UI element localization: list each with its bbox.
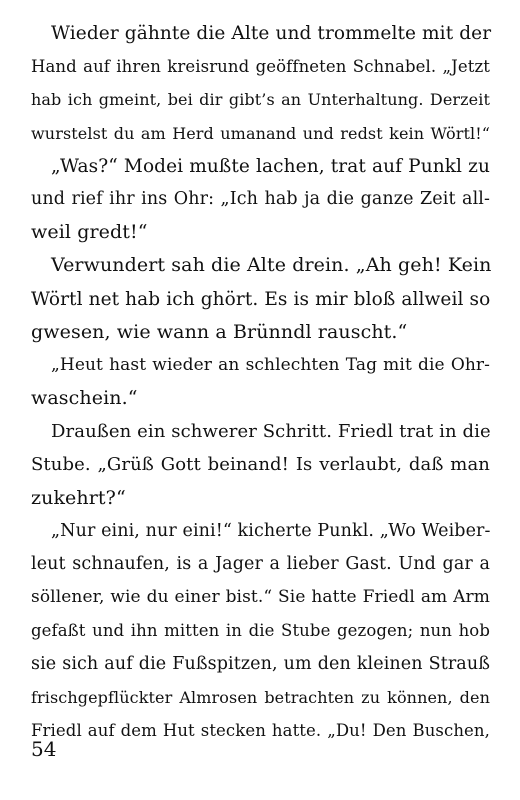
- text-line: „Nur eini, nur eini!“ kicherte Punkl. „Wo Weiber-: [51, 520, 491, 541]
- text-line: wurstelst du am Herd umanand und redst kein Wörtl!“: [31, 123, 490, 143]
- text-line: gwesen, wie wann a Brünndl rauscht.“: [31, 320, 408, 343]
- text-line: Wieder gähnte die Alte und trommelte mit der: [51, 23, 492, 44]
- text-line: waschein.“: [31, 387, 138, 410]
- text-line: und rief ihr ins Ohr: „Ich hab ja die ganze Zeit all-: [31, 188, 490, 209]
- text-line: Hand auf ihren kreisrund geöffneten Schnabel. „Jetzt: [31, 57, 490, 77]
- text-line: Stube. „Grüß Gott beinand! Is verlaubt, daß man: [31, 454, 490, 476]
- text-line: frischgepflückter Almrosen betrachten zu können, den: [31, 687, 490, 707]
- text-line: sie sich auf die Fußspitzen, um den kleinen Strauß: [31, 653, 490, 674]
- text-line: leut schnaufen, is a Jager a lieber Gast. Und gar a: [31, 554, 490, 574]
- text-line: „Heut hast wieder an schlechten Tag mit die Ohr-: [51, 354, 490, 375]
- text-line: Draußen ein schwerer Schritt. Friedl trat in die: [51, 421, 491, 443]
- text-line: Verwundert sah die Alte drein. „Ah geh! Kein: [51, 254, 492, 277]
- text-line: Wörtl net hab ich ghört. Es is mir bloß allweil so: [31, 288, 491, 310]
- body-text: [31, 17, 490, 747]
- text-line: „Was?“ Modei mußte lachen, trat auf Punkl zu: [51, 155, 490, 177]
- text-line: Friedl auf dem Hut stecken hatte. „Du! Den Buschen,: [31, 720, 490, 740]
- text-line: weil gredt!“: [31, 221, 148, 244]
- page-number: 54: [31, 737, 57, 761]
- text-line: gefaßt und ihn mitten in die Stube gezogen; nun hob: [31, 621, 490, 641]
- text-line: söllener, wie du einer bist.“ Sie hatte Friedl am Arm: [31, 587, 490, 608]
- text-line: zukehrt?“: [31, 486, 126, 509]
- text-line: hab ich gmeint, bei dir gibt’s an Unterhaltung. Derzeit: [31, 90, 490, 110]
